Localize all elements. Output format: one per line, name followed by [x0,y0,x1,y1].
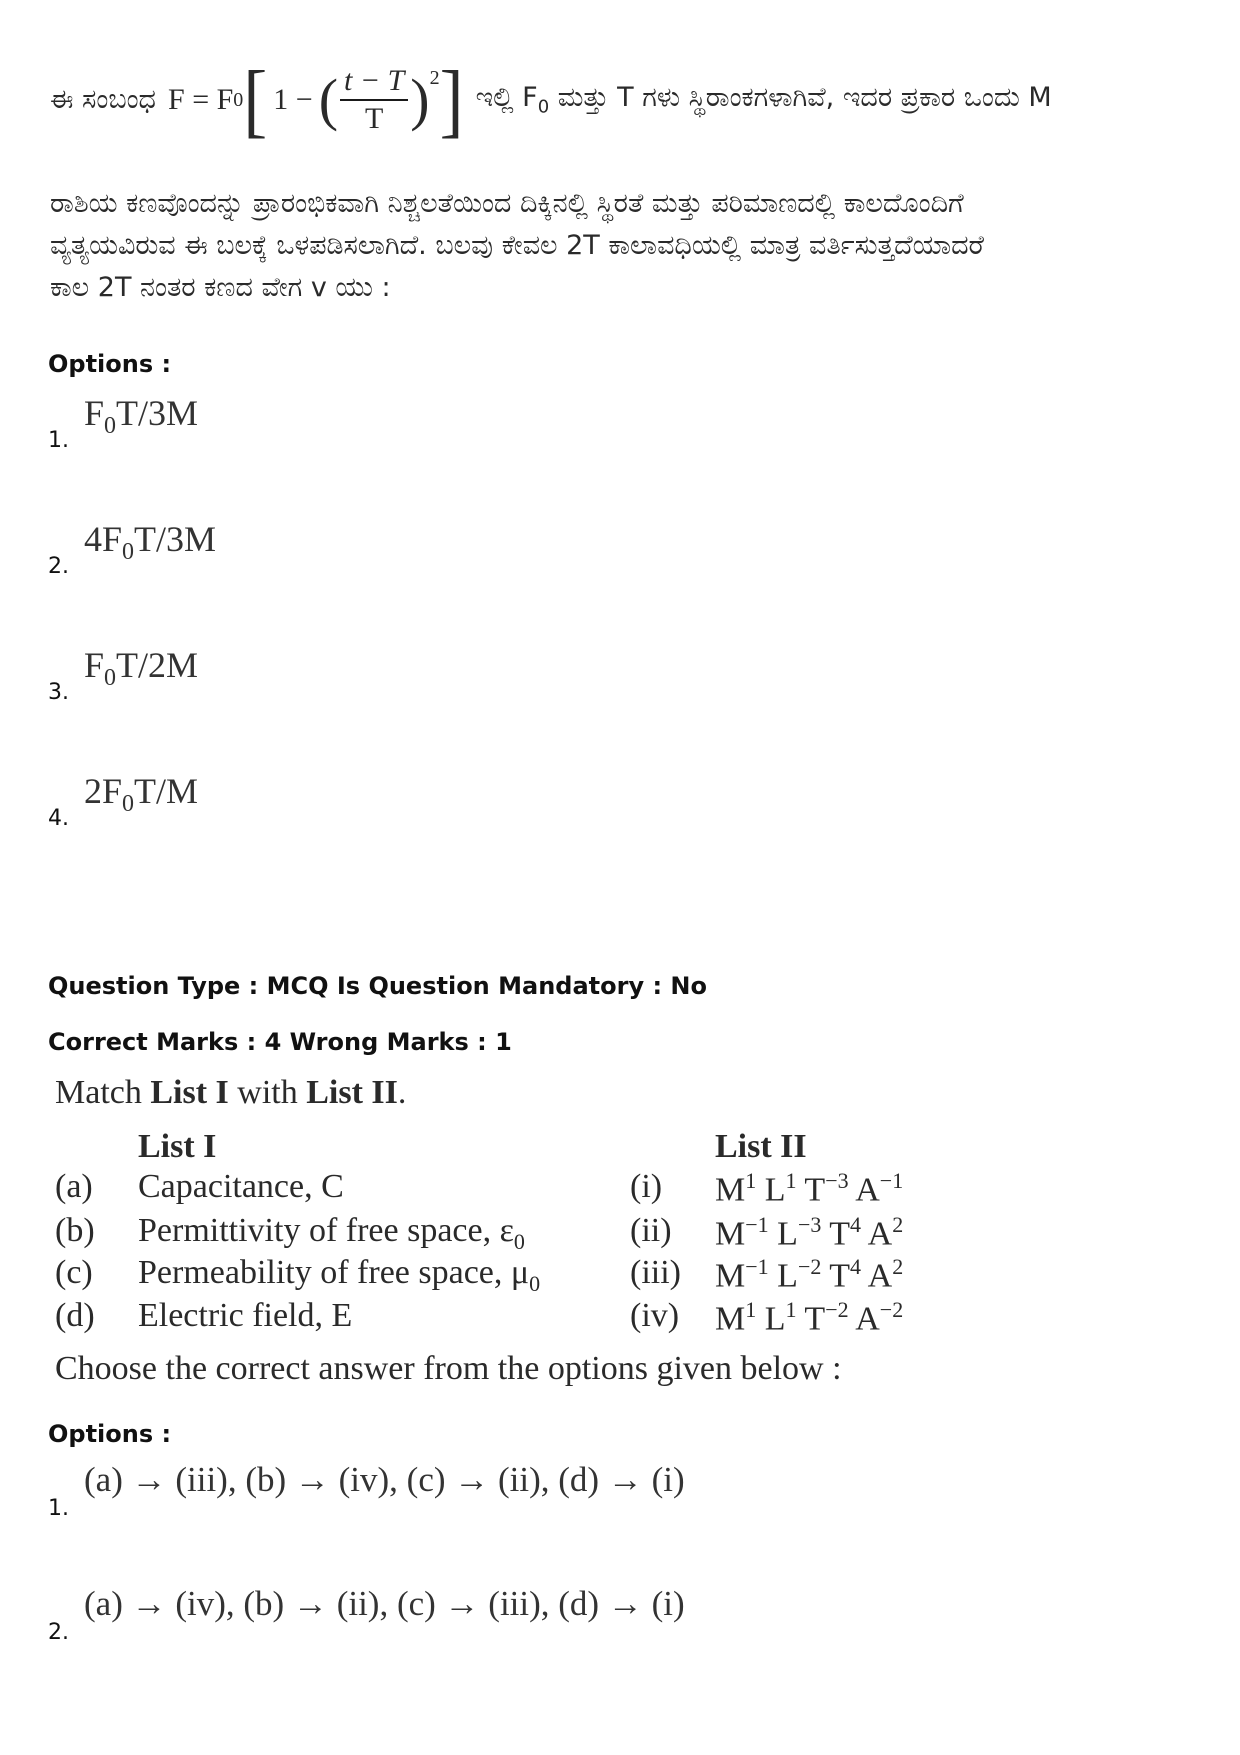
q1-option-1-value: $F_0T/3M$ [84,393,199,440]
question-type-line: Question Type : MCQ Is Question Mandatory : No [48,972,707,1000]
list-1-item: Permittivity of free space, $\varepsilon_0$ [138,1212,525,1254]
q2-intro: Match List I with List II. [55,1074,407,1111]
q1-line-1 [50,40,1052,160]
q1-line-4: ಕಾಲ 2T ನಂತರ ಕಣದ ವೇಗ v ಯು : [50,272,391,303]
list-2-key: (ii) [630,1212,672,1249]
q1-option-2-value: $4F_0T/3M$ [84,519,217,566]
q1-option-4-value: $2F_0T/M$ [84,771,199,818]
q1-options-label: Options : [48,350,172,378]
list-2-dimension: $M^{-1}$ $L^{-2}$ $T^4$ $A^2$ [715,1254,904,1295]
marks-line: Correct Marks : 4 Wrong Marks : 1 [48,1028,512,1056]
list-2-key: (iv) [630,1297,680,1334]
list-1-key: (d) [55,1297,95,1334]
list-2-dimension: $M^1$ $L^1$ $T^{-2}$ $A^{-2}$ [715,1297,904,1338]
list-1-key: (c) [55,1254,93,1291]
list-2-key: (iii) [630,1254,681,1291]
q1-line-3: ವ್ಯತ್ಯಯವಿರುವ ಈ ಬಲಕ್ಕೆ ಒಳಪಡಿಸಲಾಗಿದೆ. ಬಲವು ಕೇವಲ 2T ಕಾಲಾವಧಿಯಲ್ಲಿ ಮಾತ್ರ ವರ್ತಿಸುತ್ತದೆಯಾದರೆ [50,230,984,261]
list-1-header: List I [138,1128,217,1165]
list-2-dimension: $M^1$ $L^1$ $T^{-3}$ $A^{-1}$ [715,1168,904,1209]
list-1-item: Permeability of free space, $\mu_0$ [138,1254,541,1296]
q1-formula: F = F 0 [ 1 − ( $\frac{t - T}{T}$ ) $^2$ ] [168,54,464,146]
list-2-header: List II [715,1128,807,1165]
q1-line-2: ರಾಶಿಯ ಕಣವೊಂದನ್ನು ಪ್ರಾರಂಭಿಕವಾಗಿ ನಿಶ್ಚಲತೆಯಿಂದ ದಿಕ್ಕಿನಲ್ಲಿ ಸ್ಥಿರತೆ ಮತ್ತು ಪರಿಮಾಣದಲ್ಲಿ ಕಾಲದೊಂದಿಗೆ [50,188,964,219]
q1-fraction: $\frac{t - T}{T}$ [340,63,408,137]
list-2-key: (i) [630,1168,663,1205]
q2-choose-text: Choose the correct answer from the options given below : [55,1350,842,1387]
list-1-item: Electric field, E [138,1297,353,1334]
list-1-key: (b) [55,1212,95,1249]
list-1-item: Capacitance, C [138,1168,344,1205]
q1-formula-prefix: ಈ ಸಂಬಂಧ [50,84,156,115]
q1-line-1-text: ಇಲ್ಲಿ $F_0$ ಮತ್ತು T ಗಳು ಸ್ಥಿರಾಂಕಗಳಾಗಿವೆ, ಇದರ ಪ್ರಕಾರ ಒಂದು M [475,82,1052,118]
list-1-key: (a) [55,1168,93,1205]
q2-options-label: Options : [48,1420,172,1448]
question-1 [50,30,1052,330]
q1-option-3-value: $F_0T/2M$ [84,645,199,692]
q2-option-2-value: (a) → (iv), (b) → (ii), (c) → (iii), (d) → (i) [84,1584,685,1623]
q2-option-1-value: (a) → (iii), (b) → (iv), (c) → (ii), (d) → (i) [84,1460,685,1499]
list-2-dimension: $M^{-1}$ $L^{-3}$ $T^4$ $A^2$ [715,1212,904,1253]
